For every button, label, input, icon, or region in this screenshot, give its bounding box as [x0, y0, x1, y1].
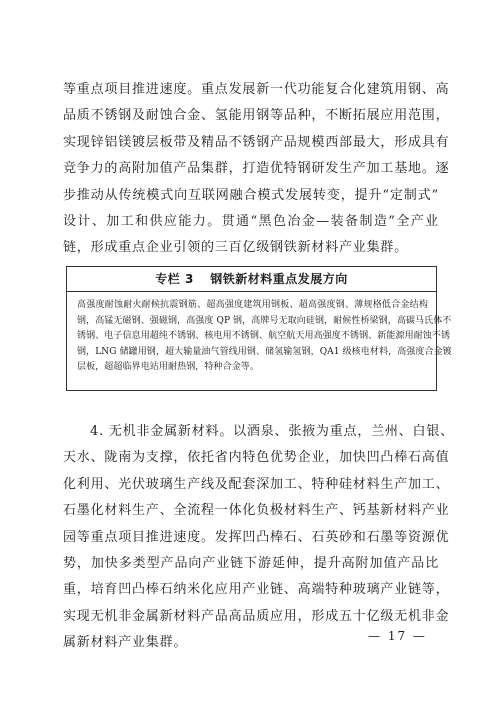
box-title — [67, 267, 436, 292]
box-body — [77, 300, 452, 378]
text-line: 设计、加工和供应能力。贯通“黑色冶金—装备制造”全产业 — [63, 213, 439, 229]
text-line: 园等重点项目推进速度。发挥凹凸棒石、石英砂和石墨等资源优 — [63, 529, 450, 545]
text-line: 重，培育凹凸棒石纳米化应用产业链、高端特种玻璃产业链等， — [63, 582, 450, 598]
column-box — [66, 266, 452, 391]
box-text-line: 高强度耐蚀耐火耐候抗震钢筋、超高强度建筑用钢板、超高强度钢、薄规格低合金结构 — [77, 300, 428, 310]
text-line: 步推动从传统模式向互联网融合模式发展转变，提升“定制式” — [63, 187, 439, 203]
paragraph-steel-new-materials — [63, 82, 450, 267]
text-line: 实现锌铝镁镀层板带及精品不锈钢产品规模西部最大，形成具有 — [63, 134, 450, 150]
page-number: — 17 — — [368, 629, 427, 643]
text-line: 竞争力的高附加值产品集群，打造优特钢研发生产加工基地。逐 — [63, 161, 450, 177]
text-line: 品质不锈钢及耐蚀合金、氢能用钢等品种，不断拓展应用范围， — [63, 108, 450, 124]
text-line: 4. 无机非金属新材料。以酒泉、张掖为重点，兰州、白银、 — [90, 424, 454, 439]
box-text-line: 层板，超超临界电站用耐热钢，特种合金等。 — [77, 362, 260, 372]
box-label: 专栏 3 — [155, 272, 194, 286]
box-text-line: 钢，LNG 储罐用钢，超大输量油气管线用钢、储氢输氢钢，QA1 级核电材料，高强度合金镀 — [77, 346, 452, 357]
text-line: 等重点项目推进速度。重点发展新一代功能复合化建筑用钢、高 — [63, 82, 450, 97]
text-line: 链，形成重点企业引领的三百亿级钢铁新材料产业集群。 — [63, 240, 409, 256]
box-heading: 钢铁新材料重点发展方向 — [210, 272, 348, 286]
text-line: 天水、陇南为支撑，依托省内特色优势企业，加快凹凸棒石高值 — [63, 450, 450, 466]
text-line: 属新材料产业集群。 — [63, 635, 188, 651]
text-line: 石墨化材料生产、全流程一体化负极材料生产、钙基新材料产业 — [63, 503, 450, 519]
box-text-line: 锈钢、电子信息用超纯不锈钢、核电用不锈钢、航空航天用高强度不锈钢、新能源用耐蚀不锈 — [77, 331, 451, 341]
text-line: 实现无机非金属新材料产品高品质应用，形成五十亿级无机非金 — [63, 608, 450, 624]
text-line: 势，加快多类型产品向产业链下游延伸，提升高附加值产品比 — [63, 555, 439, 571]
paragraph-inorganic-nonmetallic-materials — [63, 424, 454, 662]
box-text-line: 钢，高锰无磁钢、强磁钢，高强度 QP 钢，高牌号无取向硅钢，耐候性桥梁钢，高碳马氏体不 — [77, 315, 452, 326]
text-line: 化利用、光伏玻璃生产线及配套深加工、特种硅材料生产加工、 — [63, 476, 450, 492]
